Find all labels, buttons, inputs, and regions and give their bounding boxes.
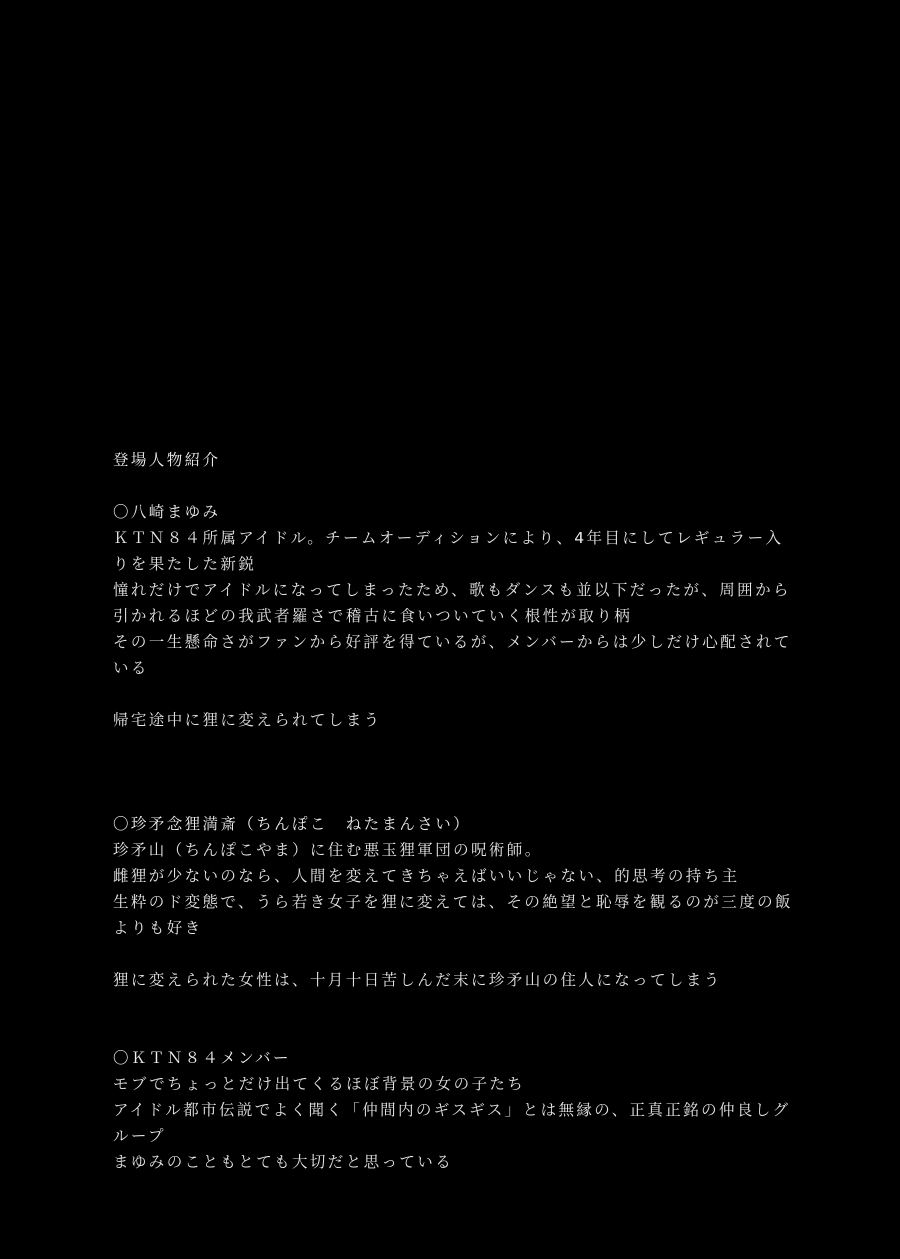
section-paragraph: 珍矛山（ちんぽこやま）に住む悪玉狸軍団の呪術師。: [113, 841, 543, 859]
spacer: [113, 733, 793, 811]
character-section-1: [113, 499, 793, 733]
spacer: [113, 941, 793, 967]
section-paragraph: 雌狸が少ないのなら、人間を変えてきちゃえばいいじゃない、的思考の持ち主: [113, 867, 740, 885]
section-paragraph: その一生懸命さがファンから好評を得ているが、メンバーからは少しだけ心配されている: [113, 633, 792, 677]
character-section-2: [113, 811, 793, 993]
section-heading: 〇ＫＴＮ８４メンバー: [113, 1049, 291, 1067]
section-paragraph: まゆみのこともとても大切だと思っている: [113, 1153, 454, 1171]
section-heading: 〇珍矛念狸満斎（ちんぽこ ねたまんさい）: [113, 815, 472, 833]
spacer: [113, 473, 793, 499]
section-note: 帰宅途中に狸に変えられてしまう: [113, 711, 382, 729]
spacer: [113, 993, 793, 1045]
section-paragraph: アイドル都市伝説でよく聞く「仲間内のギスギス」とは無縁の、正真正銘の仲良しグループ: [113, 1101, 791, 1145]
document-body: [113, 447, 793, 1175]
section-paragraph: モブでちょっとだけ出てくるほぼ背景の女の子たち: [113, 1075, 526, 1093]
section-paragraph: 生粋のド変態で、うら若き女子を狸に変えては、その絶望と恥辱を観るのが三度の飯よりも好き: [113, 893, 793, 937]
section-paragraph: 憧れだけでアイドルになってしまったため、歌もダンスも並以下だったが、周囲から引かれるほどの我武者羅さで稽古に食いついていく根性が取り柄: [113, 581, 791, 625]
character-section-3: [113, 1045, 793, 1175]
section-paragraph: ＫＴＮ８４所属アイドル。チームオーディションにより、4年目にしてレギュラー入りを果たした新鋭: [113, 529, 784, 573]
section-note: 狸に変えられた女性は、十月十日苦しんだ末に珍矛山の住人になってしまう: [113, 971, 722, 989]
spacer: [113, 681, 793, 707]
section-heading: 〇八崎まゆみ: [113, 503, 221, 521]
page-title: 登場人物紹介: [113, 451, 221, 469]
